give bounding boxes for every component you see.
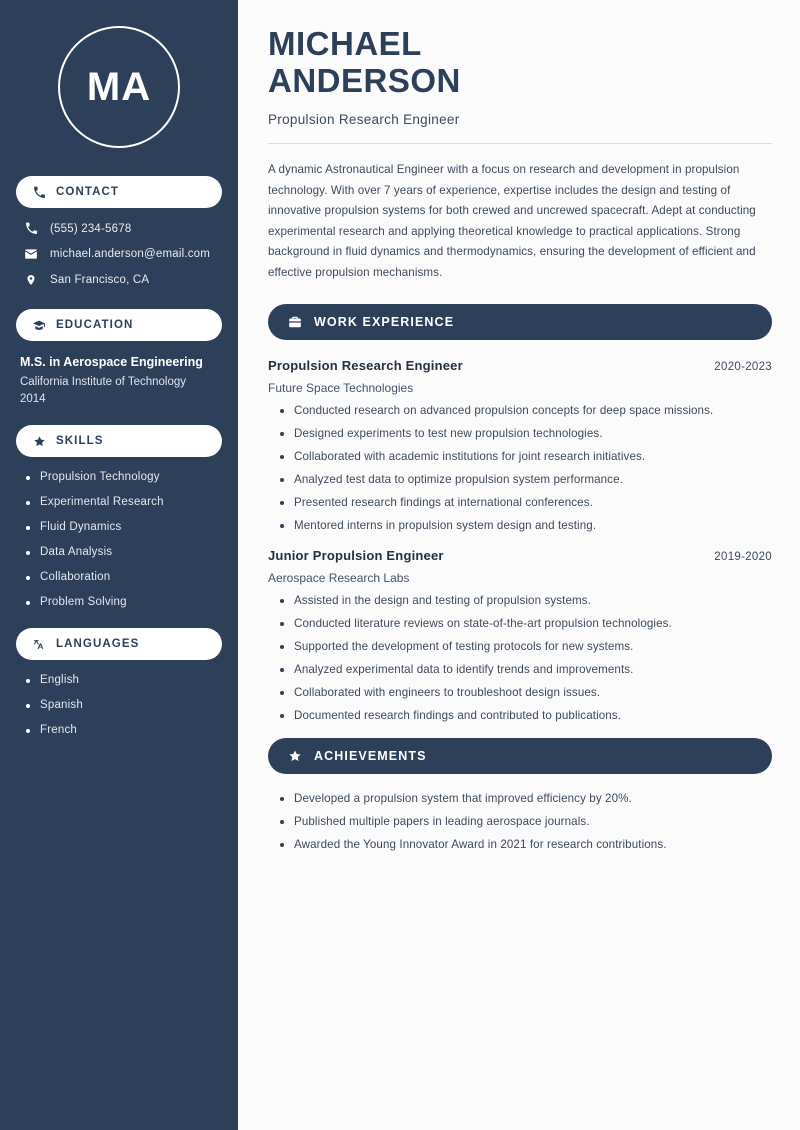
achievements-list xyxy=(268,792,772,851)
header-divider xyxy=(268,143,772,144)
list-item: Analyzed test data to optimize propulsion system performance. xyxy=(280,473,772,486)
contact-location-value: San Francisco, CA xyxy=(50,274,150,286)
contact-phone-value: (555) 234-5678 xyxy=(50,222,132,235)
sidebar-heading-contact xyxy=(16,176,222,208)
job-header xyxy=(268,358,772,373)
job-bullets xyxy=(268,594,772,722)
graduation-cap-icon xyxy=(32,318,46,332)
list-item: Conducted research on advanced propulsion concepts for deep space missions. xyxy=(280,404,772,417)
list-item: French xyxy=(26,724,222,736)
list-item: Problem Solving xyxy=(26,596,222,608)
job-dates: 2020-2023 xyxy=(714,360,772,373)
list-item: Supported the development of testing protocols for new systems. xyxy=(280,640,772,653)
location-pin-icon xyxy=(22,273,40,287)
job-header xyxy=(268,548,772,563)
work-experience-item xyxy=(268,548,772,722)
job-company: Future Space Technologies xyxy=(268,380,414,395)
skills-list xyxy=(16,471,222,608)
page-title xyxy=(268,26,772,100)
profile-title: Propulsion Research Engineer xyxy=(268,111,460,127)
phone-icon xyxy=(32,185,46,199)
job-dates: 2019-2020 xyxy=(714,550,772,563)
sidebar-heading-contact-label: CONTACT xyxy=(56,186,120,198)
translate-icon xyxy=(32,637,46,651)
list-item: Awarded the Young Innovator Award in 2021 for research contributions. xyxy=(280,838,772,851)
section-heading-achievements xyxy=(268,738,772,774)
languages-list xyxy=(16,674,222,736)
list-item: Assisted in the design and testing of propulsion systems. xyxy=(280,594,772,607)
section-heading-work-label: WORK EXPERIENCE xyxy=(314,314,455,329)
sidebar-heading-education-label: EDUCATION xyxy=(56,319,134,331)
list-item: Fluid Dynamics xyxy=(26,521,222,533)
list-item: Presented research findings at international conferences. xyxy=(280,496,772,509)
avatar-initials: MA xyxy=(58,26,180,148)
sidebar-heading-skills-label: SKILLS xyxy=(56,435,104,447)
job-role: Junior Propulsion Engineer xyxy=(268,547,444,563)
star-icon xyxy=(288,749,302,763)
sidebar xyxy=(0,0,238,1130)
education-year: 2014 xyxy=(20,393,46,405)
work-experience-item xyxy=(268,358,772,532)
briefcase-icon xyxy=(288,315,302,329)
sidebar-heading-languages xyxy=(16,628,222,660)
section-heading-work-experience xyxy=(268,304,772,340)
education-item xyxy=(20,355,222,405)
star-icon xyxy=(32,434,46,448)
list-item: Collaborated with engineers to troubleshoot design issues. xyxy=(280,686,772,699)
profile-summary: A dynamic Astronautical Engineer with a focus on research and development in propulsion technology. With over 7 years of experience, expertise includes the design and testing of innovative propulsion systems for both crewed and uncrewed spacecraft. Adept at conducting experimental research and applying theoretical knowledge to practical applications. Strong background in fluid dynamics and thermodynamics, ensuring the development of efficient and effective propulsion mechanisms. xyxy=(268,162,756,280)
contact-item-email xyxy=(22,247,222,261)
contact-list xyxy=(16,222,222,287)
contact-item-location xyxy=(22,273,222,287)
email-icon xyxy=(22,247,40,261)
sidebar-heading-skills xyxy=(16,425,222,457)
contact-email-value: michael.anderson@email.com xyxy=(50,248,211,260)
list-item: Published multiple papers in leading aerospace journals. xyxy=(280,815,772,828)
list-item: Data Analysis xyxy=(26,546,222,558)
education-degree: M.S. in Aerospace Engineering xyxy=(20,355,203,369)
sidebar-heading-education xyxy=(16,309,222,341)
list-item: Experimental Research xyxy=(26,496,222,508)
list-item: Collaborated with academic institutions for joint research initiatives. xyxy=(280,450,772,463)
list-item: Collaboration xyxy=(26,571,222,583)
job-company: Aerospace Research Labs xyxy=(268,570,410,585)
avatar-wrapper xyxy=(16,26,222,148)
phone-icon xyxy=(22,222,40,235)
main-content xyxy=(238,0,800,1130)
sidebar-heading-languages-label: LANGUAGES xyxy=(56,638,140,650)
job-bullets xyxy=(268,404,772,532)
education-school: California Institute of Technology xyxy=(20,376,186,388)
last-name: ANDERSON xyxy=(268,61,461,99)
section-heading-achievements-label: ACHIEVEMENTS xyxy=(314,748,427,763)
job-role: Propulsion Research Engineer xyxy=(268,357,463,373)
list-item: Propulsion Technology xyxy=(26,471,222,483)
list-item: Designed experiments to test new propulsion technologies. xyxy=(280,427,772,440)
list-item: Spanish xyxy=(26,699,222,711)
list-item: Analyzed experimental data to identify trends and improvements. xyxy=(280,663,772,676)
list-item: Developed a propulsion system that improved efficiency by 20%. xyxy=(280,792,772,805)
list-item: English xyxy=(26,674,222,686)
list-item: Mentored interns in propulsion system design and testing. xyxy=(280,519,772,532)
list-item: Documented research findings and contributed to publications. xyxy=(280,709,772,722)
first-name: MICHAEL xyxy=(268,25,422,62)
list-item: Conducted literature reviews on state-of-the-art propulsion technologies. xyxy=(280,617,772,630)
contact-item-phone xyxy=(22,222,222,235)
